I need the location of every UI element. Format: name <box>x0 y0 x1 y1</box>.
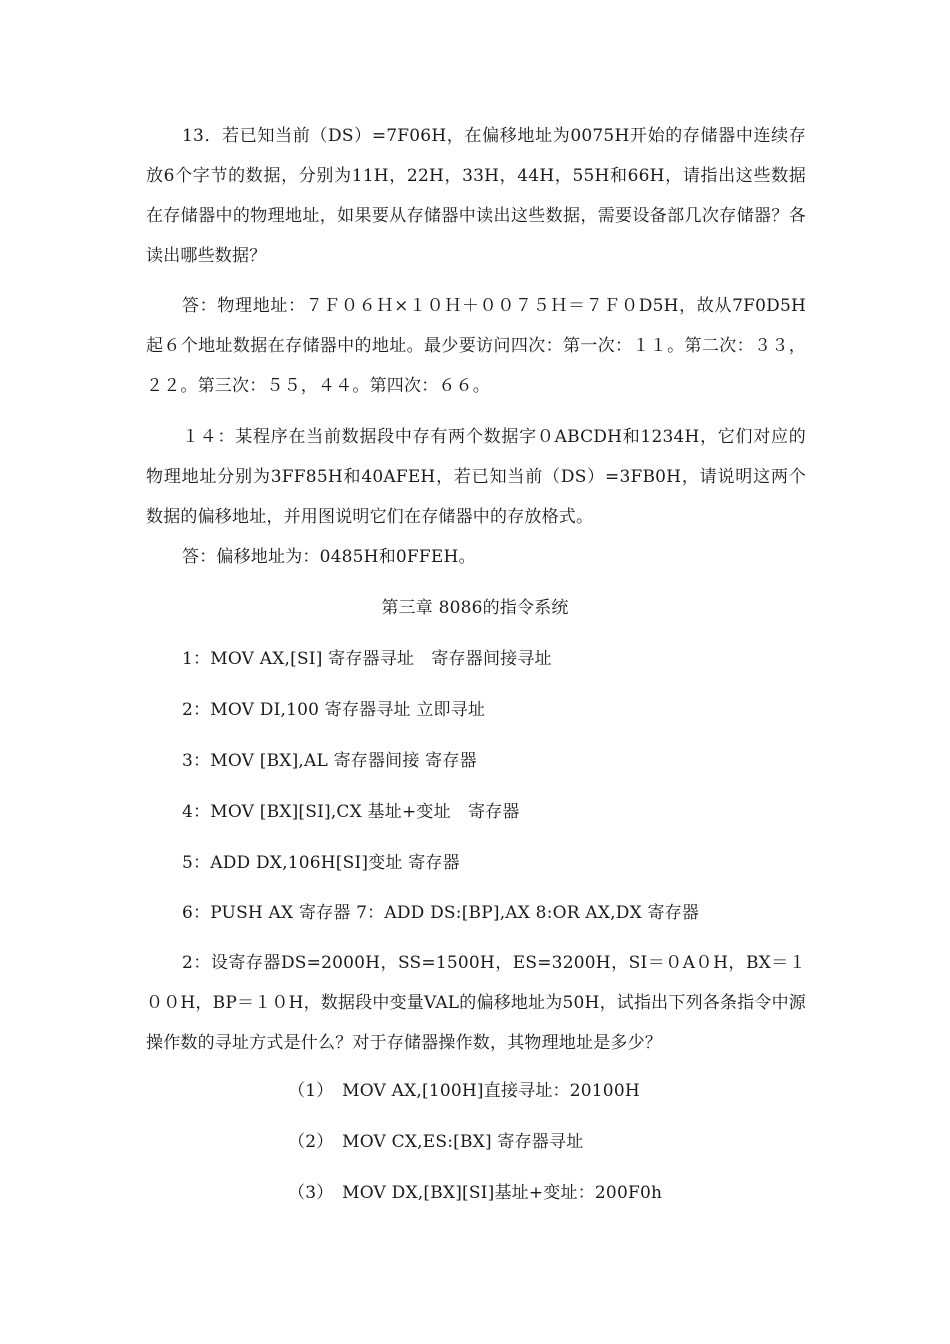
instruction-3: 3：MOV [BX],AL 寄存器间接 寄存器 <box>182 751 477 771</box>
question-13: 13．若已知当前（DS）=7F06H，在偏移地址为0075H开始的存储器中连续存放6个字节的数据，分别为11H，22H，33H，44H，55H和66H，请指出这些数据在存储器中的物理地址，如果要从存储器中读出这些数据，需要设备部几次存储器？各读出哪些数据？ <box>146 126 806 266</box>
question-14: １４：某程序在当前数据段中存有两个数据字０ABCDH和1234H，它们对应的物理地址分别为3FF85H和40AFEH，若已知当前（DS）=3FB0H，请说明这两个数据的偏移地址，并用图说明它们在存储器中的存放格式。 <box>146 427 806 527</box>
instruction-5: 5：ADD DX,106H[SI]变址 寄存器 <box>182 853 460 873</box>
question-2: 2：设寄存器DS=2000H，SS=1500H，ES=3200H，SI＝０A０H，BX＝１００H，BP＝１０H，数据段中变量VAL的偏移地址为50H，试指出下列各条指令中源操作数的寻址方式是什么？对于存储器操作数，其物理地址是多少？ <box>146 953 806 1053</box>
question-2-item-1: （1） MOV AX,[100H]直接寻址：20100H <box>288 1081 640 1101</box>
instruction-1: 1：MOV AX,[SI] 寄存器寻址 寄存器间接寻址 <box>182 649 552 669</box>
question-2-item-2: （2） MOV CX,ES:[BX] 寄存器寻址 <box>288 1132 584 1152</box>
answer-13: 答：物理地址：７Ｆ０６Ｈ×１０Ｈ＋００７５Ｈ＝７Ｆ０D5H，故从7F0D5H起６个地址数据在存储器中的地址。最少要访问四次：第一次：１１。第二次：３３，２２。第三次：５５，４４。第四次：６６。 <box>146 296 806 396</box>
instruction-6: 6：PUSH AX 寄存器 7：ADD DS:[BP],AX 8:OR AX,DX 寄存器 <box>182 903 700 923</box>
instruction-2: 2：MOV DI,100 寄存器寻址 立即寻址 <box>182 700 486 720</box>
question-2-item-3: （3） MOV DX,[BX][SI]基址+变址：200F0h <box>288 1183 663 1203</box>
instruction-4: 4：MOV [BX][SI],CX 基址+变址 寄存器 <box>182 802 520 822</box>
chapter-title: 第三章 8086的指令系统 <box>381 598 569 618</box>
answer-14: 答：偏移地址为：0485H和0FFEH。 <box>182 547 476 567</box>
